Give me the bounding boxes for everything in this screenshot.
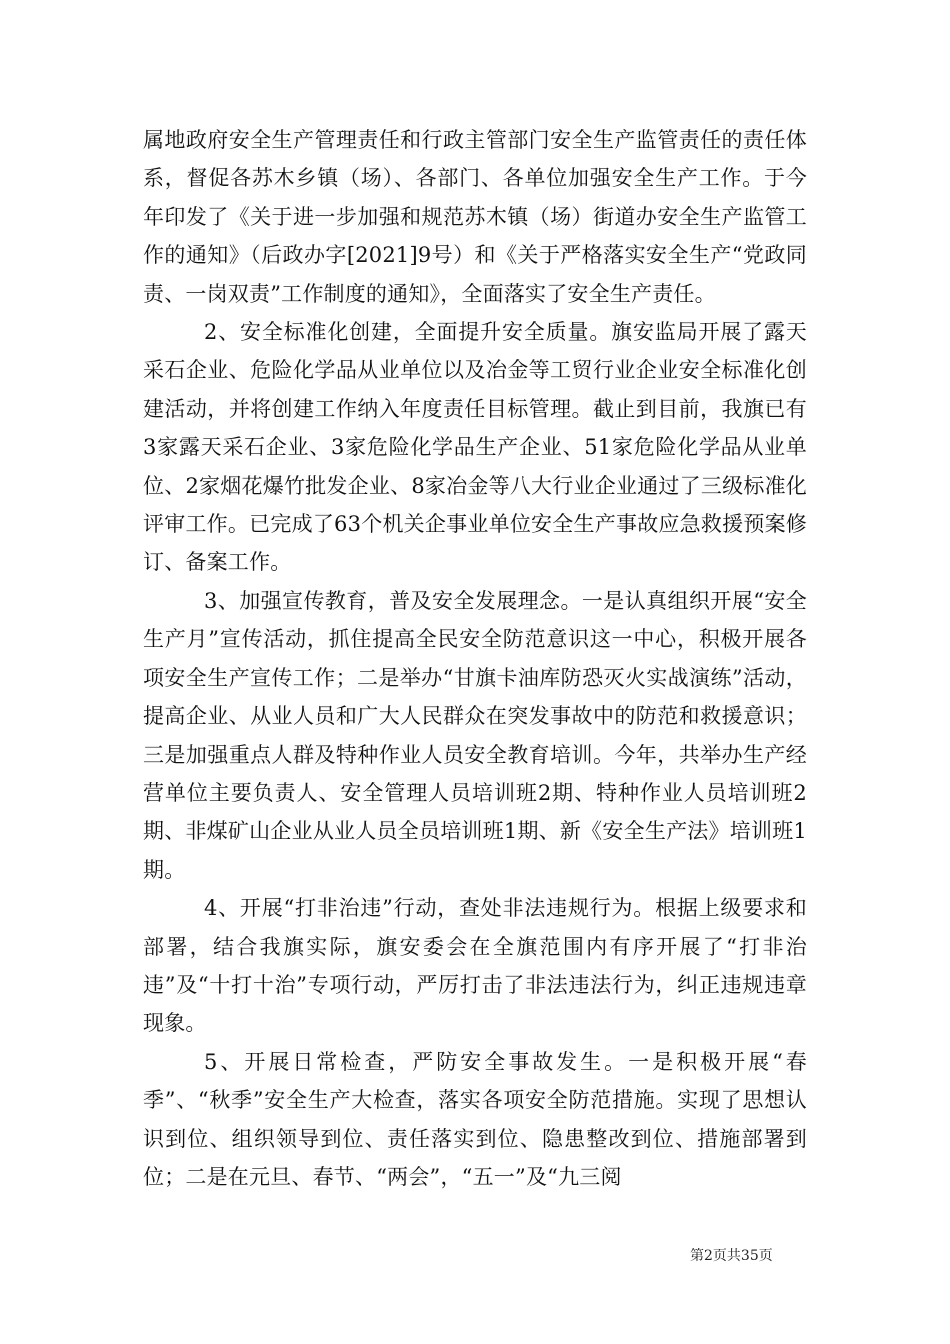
paragraph-item-3: 3、加强宣传教育，普及安全发展理念。一是认真组织开展“安全生产月”宣传活动，抓住提高全民安全防范意识这一中心，积极开展各项安全生产宣传工作；二是举办“甘旗卡油库防恐灭火实战演练”活动，提高企业、从业人员和广大人民群众在突发事故中的防范和救援意识；三是加强重点人群及特种作业人员安全教育培训。今年，共举办生产经营单位主要负责人、安全管理人员培训班2期、特种作业人员培训班2期、非煤矿山企业从业人员全员培训班1期、新《安全生产法》培训班1期。 bbox=[143, 588, 807, 882]
page-number-footer: 第2页共35页 bbox=[690, 1248, 773, 1264]
paragraph-item-2: 2、安全标准化创建，全面提升安全质量。旗安监局开展了露天采石企业、危险化学品从业单位以及冶金等工贸行业企业安全标准化创建活动，并将创建工作纳入年度责任目标管理。截止到目前，我旗已有3家露天采石企业、3家危险化学品生产企业、51家危险化学品从业单位、2家烟花爆竹批发企业、8家冶金等八大行业企业通过了三级标准化评审工作。已完成了63个机关企事业单位安全生产事故应急救援预案修订、备案工作。 bbox=[143, 320, 807, 575]
paragraph-item-5: 5、开展日常检查，严防安全事故发生。一是积极开展“春季”、“秋季”安全生产大检查，落实各项安全防范措施。实现了思想认识到位、组织领导到位、责任落实到位、隐患整改到位、措施部署到位；二是在元旦、春节、“两会”，“五一”及“九三阅 bbox=[143, 1049, 807, 1189]
paragraph-continuation: 属地政府安全生产管理责任和行政主管部门安全生产监管责任的责任体系，督促各苏木乡镇（场）、各部门、各单位加强安全生产工作。于今年印发了《关于进一步加强和规范苏木镇（场）街道办安全生产监管工作的通知》（后政办字[2021]9号）和《关于严格落实安全生产“党政同责、一岗双责”工作制度的通知》，全面落实了安全生产责任。 bbox=[143, 128, 807, 306]
paragraph-item-4: 4、开展“打非治违”行动，查处非法违规行为。根据上级要求和部署，结合我旗实际，旗安委会在全旗范围内有序开展了“打非治违”及“十打十治”专项行动，严厉打击了非法违法行为，纠正违规违章现象。 bbox=[143, 896, 807, 1036]
document-body bbox=[143, 121, 807, 1196]
